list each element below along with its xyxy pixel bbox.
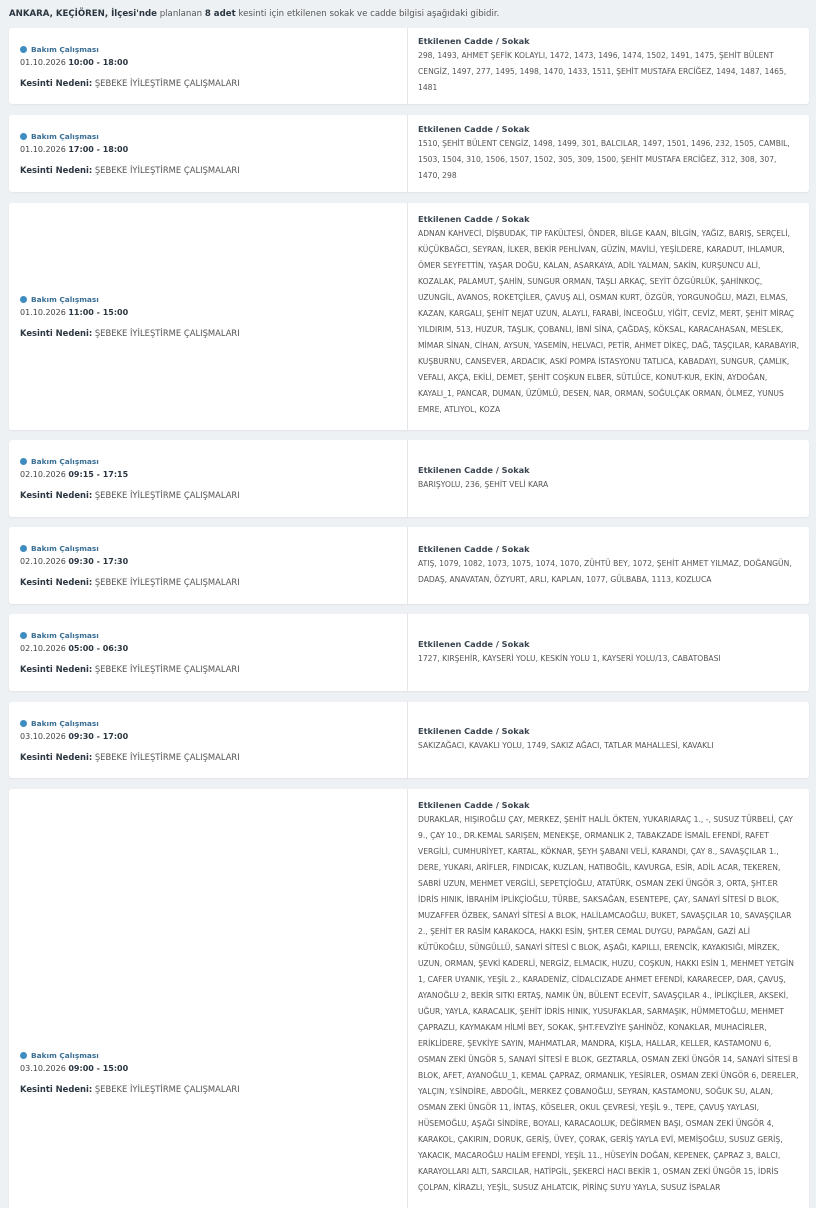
status-dot-icon [20, 296, 27, 303]
reason-label: Kesinti Nedeni: [20, 664, 93, 674]
outage-card [9, 614, 809, 691]
outage-reason [20, 490, 396, 500]
affected-streets-section [408, 203, 809, 430]
affected-streets-list: 1727, KIRŞEHİR, KAYSERİ YOLU, KESKİN YOLU 1, KAYSERİ YOLU/13, CABATOBASI [418, 653, 721, 663]
outage-date: 02.10.2026 [20, 470, 66, 479]
outage-date: 03.10.2026 [20, 731, 66, 741]
outage-time: 09:30 - 17:30 [68, 557, 129, 566]
outage-reason [20, 78, 396, 88]
affected-streets-section [408, 440, 809, 517]
affected-streets-heading: Etkilenen Cadde / Sokak [418, 800, 530, 810]
reason-label: Kesinti Nedeni: [20, 490, 93, 500]
intro-count: 8 adet [204, 9, 236, 19]
outage-datetime [20, 308, 396, 317]
outage-datetime [20, 732, 396, 741]
outage-card [9, 789, 809, 1208]
outage-reason [20, 1084, 396, 1094]
affected-streets-heading: Etkilenen Cadde / Sokak [418, 214, 530, 224]
reason-value: ŞEBEKE İYİLEŞTİRME ÇALIŞMALARI [94, 490, 240, 500]
outage-card [9, 203, 809, 430]
outage-date: 01.10.2026 [20, 145, 66, 154]
outage-card [9, 115, 809, 192]
affected-streets-heading: Etkilenen Cadde / Sokak [418, 543, 530, 554]
outage-type: Bakım Çalışması [31, 631, 99, 640]
intro-text2: kesinti için etkilenen sokak ve cadde bilgisi aşağıdaki gibidir. [235, 9, 500, 19]
affected-streets-list: 298, 1493, AHMET ŞEFİK KOLAYLI, 1472, 1473, 1496, 1474, 1502, 1491, 1475, ŞEHİT BÜLENT CENGİZ, 1497, 277, 1495, 1498, 1470, 1433, 1511, ŞEHİT MUSTAFA ERCİĞEZ, 1494, 1487, 1465, 1481 [418, 51, 787, 92]
affected-streets-list: 1510, ŞEHİT BÜLENT CENGİZ, 1498, 1499, 301, BALCILAR, 1497, 1501, 1496, 232, 1505, CAMBIL, 1503, 1504, 310, 1506, 1507, 1502, 305, 309, 1500, ŞEHİT MUSTAFA ERCİĞEZ, 312, 308, 307, 1470, 298 [418, 138, 790, 180]
outage-info [9, 702, 408, 778]
reason-value: ŞEBEKE İYİLEŞTİRME ÇALIŞMALARI [94, 1084, 240, 1094]
reason-label: Kesinti Nedeni: [20, 165, 93, 175]
intro-location: ANKARA, KEÇİÖREN, İlçesi'nde [9, 9, 157, 19]
affected-streets-heading: Etkilenen Cadde / Sokak [418, 464, 530, 475]
affected-streets-heading: Etkilenen Cadde / Sokak [418, 36, 530, 46]
outage-time: 05:00 - 06:30 [68, 644, 129, 653]
outage-type: Bakım Çalışması [31, 544, 99, 553]
reason-label: Kesinti Nedeni: [20, 77, 93, 88]
outage-type: Bakım Çalışması [31, 44, 99, 54]
outage-datetime [20, 58, 396, 67]
status-dot-icon [20, 46, 27, 53]
outage-info [9, 115, 408, 192]
outage-datetime [20, 644, 396, 653]
affected-streets-list: ATIŞ, 1079, 1082, 1073, 1075, 1074, 1070, ZÜHTÜ BEY, 1072, ŞEHİT AHMET YILMAZ, DOĞANGÜN, DADAŞ, ANAVATAN, ÖZYURT, ARLI, KAPLAN, 1077, GÜLBABA, 1113, KOZLUCA [418, 558, 792, 584]
reason-label: Kesinti Nedeni: [20, 1084, 93, 1094]
reason-value: ŞEBEKE İYİLEŞTİRME ÇALIŞMALARI [94, 165, 240, 175]
affected-streets-list: SAKIZAĞACI, KAVAKLI YOLU, 1749, SAKIZ AĞACI, TATLAR MAHALLESİ, KAVAKLI [418, 741, 714, 750]
affected-streets-section [408, 28, 809, 104]
outage-info [9, 440, 408, 517]
status-dot-icon [20, 632, 27, 639]
outage-datetime [20, 470, 396, 479]
outage-type: Bakım Çalışması [31, 718, 99, 728]
status-dot-icon [20, 720, 27, 727]
outage-card [9, 28, 809, 104]
outage-date: 01.10.2026 [20, 308, 66, 317]
status-dot-icon [20, 1052, 27, 1059]
affected-streets-section [408, 527, 809, 604]
affected-streets-section [408, 115, 809, 192]
outage-type: Bakım Çalışması [31, 295, 99, 304]
intro-text [0, 0, 816, 18]
affected-streets-list: DURAKLAR, HIŞIROĞLU ÇAY, MERKEZ, ŞEHİT HALİL ÖKTEN, YUKARIARAÇ 1., -, SUSUZ TÜRBELİ, ÇAY 9., ÇAY 10., DR.KEMAL SARIŞEN, MENEKŞE, ORMANLIK 2, TABAKZADE İSMAİL EFENDİ, RAFET VERGİLİ, CUMHURİYET, KARTAL, KÖKNAR, ŞEYH ŞABANI VELİ, KARANDI, ÇAY 8., SAVAŞÇILAR 1., DERE, YUKARI, ARİFLER, FINDICAK, KUZLAN, HATIBOĞİL, KAVURGA, ESİR, ADİL ACAR, TEKEREN, SABRİ UZUN, MEHMET VERGİLİ, SEPETÇİOĞLU, ATATÜRK, OSMAN ZEKİ ÜNGÖR 3, ORTA, ŞHT.ER İDRİS HINIK, İBRAHİM İPLİKÇİOĞLU, TÜRBE, SAKSAĞAN, ESENTEPE, ÇAY, SANAYİ SİTESİ D BLOK, MUZAFFER ÖZBEK, SANAYİ SİTESİ A BLOK, HALİLAMCAOĞLU, BUKET, SAVAŞÇILAR 10, SAVAŞÇILAR 2., ŞEHİT ER RASİM KARAKOCA, HAKKI ESİN, ŞHT.ER CEMAL DUYGU, PAPAĞAN, GAZİ ALİ KÜTÜKOĞLU, SÜNGÜLLÜ, SANAYİ SİTESİ C BLOK, AŞAĞI, KAPILLI, ERENCİK, KAYAKISIĞI, MİRZEK, UZUN, ORMAN, ŞEVKİ KADERLİ, NERGİZ, ELMACIK, HUZU, COŞKUN, HAKKI ESİN 1, MEHMET YETGİN 1, CAFER UYANIK, YEŞİL 2., KARADENİZ, CİDALCIZADE AHMET EFENDİ, KARARECEP, DAR, ÇAVUŞ, AYANOĞLU 2, BEKİR SITKI ERTAŞ, NAMIK ÜN, BÜLENT ECEVİT, SAVAŞÇILAR 4., İPLİKÇİLER, AKSEKİ, UĞUR, YAYLA, KARACALIK, ŞEHİT İDRİS HINIK, YUSUFAKLAR, SARMAŞIK, HÜMMETOĞLU, MEHMET ÇAPRAZLI, KAYMAKAM HİLMİ BEY, SOKAK, ŞHT.FEVZİYE ŞAHİNÖZ, KONAKLAR, MUHACİRLER, ERİKLİDERE, ŞEVKİYE SAYIN, MAHMATLAR, MANDRA, KIŞLA, HALLAR, KELLER, KASTAMONU 6, OSMAN ZEKİ ÜNGÖR 5, SANAYİ SİTESİ E BLOK, GEZTARLA, OSMAN ZEKİ ÜNGÖR 14, SANAYİ SİTESİ B BLOK, AFET, AYANOĞLU_1, KEMAL ÇAPRAZ, ORMANLIK, YESİRLER, OSMAN ZEKİ ÜNGÖR 6, DERELER, YALÇIN, Y.SİNDİRE, ABDOĞİL, MERKEZ ÇOBANOĞLU, SEYRAN, KASTAMONU, SOĞUK SU, ALAN, OSMAN ZEKİ ÜNGÖR 11, İNTAŞ, KÖSELER, OKUL ÇEVRESİ, YEŞİL 9., TEPE, ÇAVUŞ YAYLASI, HÜSEMOĞLU, AŞAĞI SİNDİRE, BOYALI, KARACAOLUK, DEĞİRMEN BAŞI, OSMAN ZEKİ ÜNGÖR 4, KARAKOL, ÇAKIRIN, DORUK, GERİŞ, ÜVEY, ÇORAK, GERİŞ YAYLA EVİ, MEMİŞOĞLU, SUSUZ GERİŞ, YAKACIK, MACAROĞLU HALİM EFENDİ, YEŞİL 11., HÜSEYİN DOĞAN, KEPENEK, ÇAPRAZ 3, BALCI, KARAYOLLARI ALTI, SARCILAR, HATİPGİL, ŞEKERCİ HACI BEKİR 1, OSMAN ZEKİ ÜNGÖR 15, İDRİS ÇOLPAN, KİRAZLI, YEŞİL, SUSUZ AHLATCIK, PİRİNÇ SUYU YAYLA, SUSUZ İSPALAR [418, 815, 799, 1192]
reason-value: ŞEBEKE İYİLEŞTİRME ÇALIŞMALARI [94, 77, 240, 88]
reason-value: ŞEBEKE İYİLEŞTİRME ÇALIŞMALARI [94, 577, 240, 587]
outage-card [9, 702, 809, 778]
outage-datetime [20, 1064, 396, 1073]
affected-streets-heading: Etkilenen Cadde / Sokak [418, 638, 530, 649]
reason-label: Kesinti Nedeni: [20, 328, 93, 338]
affected-streets-heading: Etkilenen Cadde / Sokak [418, 123, 530, 134]
outage-time: 10:00 - 18:00 [68, 57, 129, 67]
outage-reason [20, 165, 396, 175]
outage-date: 02.10.2026 [20, 557, 66, 566]
affected-streets-heading: Etkilenen Cadde / Sokak [418, 726, 530, 736]
outage-card [9, 440, 809, 517]
status-dot-icon [20, 458, 27, 465]
outage-type: Bakım Çalışması [31, 132, 99, 141]
affected-streets-section [408, 789, 809, 1208]
outage-datetime [20, 145, 396, 154]
outage-time: 09:30 - 17:00 [68, 731, 129, 741]
reason-value: ŞEBEKE İYİLEŞTİRME ÇALIŞMALARI [94, 751, 240, 762]
outage-info [9, 614, 408, 691]
outage-type: Bakım Çalışması [31, 1051, 99, 1060]
intro-text1: planlanan [156, 9, 205, 19]
outage-date: 03.10.2026 [20, 1064, 66, 1073]
affected-streets-list: BARIŞYOLU, 236, ŞEHİT VELİ KARA [418, 479, 549, 489]
outage-info [9, 527, 408, 604]
affected-streets-list: ADNAN KAHVECİ, DİŞBUDAK, TIP FAKÜLTESİ, ÖNDER, BİLGE KAAN, BİLGİN, YAĞIZ, BARIŞ, SERÇELİ, KÜÇÜKBAĞCI, SEYRAN, İLKER, BEKİR PEHLİVAN, GÜZİN, MAVİLİ, YEŞİLDERE, KARADUT, IHLAMUR, ÖMER SEYFETTİN, YAŞAR DOĞU, KALAN, ASARKAYA, ADİL YALMAN, SAKİN, KURŞUNCU ALİ, KOZALAK, PALAMUT, ŞAHİN, SUNGUR ORMAN, TAŞLI ARKAÇ, SEYİT ÖZGÜRLÜK, ŞAHİNKOÇ, UZUNGİL, AVANOS, ROKETÇİLER, ÇAVUŞ ALİ, OSMAN KURT, ÖZGÜR, YORGUNOĞLU, MAZI, ELMAS, KAZAN, KARGALI, ŞEHİT NEJAT UZUN, ALAYLI, FARABİ, İNCEOĞLU, YİĞİT, CEVİZ, MERT, ŞEHİT MİRAÇ YILDIRIM, 513, HUZUR, TAŞLIK, ÇOBANLI, İBNİ SİNA, ÇAĞDAŞ, KÖKSAL, KARACAHASAN, MESLEK, MİMAR SİNAN, CİHAN, AYSUN, YASEMİN, HELVACI, PETİR, AHMET DİKEÇ, DAĞ, TAŞÇILAR, KARABAYIR, KUŞBURNU, CANSEVER, ARDACIK, ASKİ POMPA İSTASYONU TATLICA, KABADAYI, SUNGUR, ÇAMLIK, VEFALI, AKÇA, EKİLİ, DEMET, ŞEHİT COŞKUN ELBER, SÜTLÜCE, KONUT-KUR, EKİN, AYDOĞAN, KAYALI_1, PANCAR, DUMAN, ÜZÜMLÜ, DESEN, NAR, ORMAN, SOĞULÇAK ORMAN, ÖLMEZ, YUNUS EMRE, ATLIYOL, KOZA [418, 229, 800, 414]
outage-time: 17:00 - 18:00 [68, 145, 129, 154]
outage-info [9, 28, 408, 104]
outage-datetime [20, 557, 396, 566]
outage-date: 01.10.2026 [20, 57, 66, 67]
reason-label: Kesinti Nedeni: [20, 751, 93, 762]
outage-card [9, 527, 809, 604]
outage-reason [20, 752, 396, 762]
outage-time: 11:00 - 15:00 [68, 308, 129, 317]
outage-reason [20, 328, 396, 338]
reason-value: ŞEBEKE İYİLEŞTİRME ÇALIŞMALARI [94, 328, 240, 338]
outage-reason [20, 664, 396, 674]
outage-type: Bakım Çalışması [31, 457, 99, 466]
outage-time: 09:00 - 15:00 [68, 1064, 129, 1073]
affected-streets-section [408, 614, 809, 691]
reason-value: ŞEBEKE İYİLEŞTİRME ÇALIŞMALARI [94, 664, 240, 674]
reason-label: Kesinti Nedeni: [20, 577, 93, 587]
affected-streets-section [408, 702, 809, 778]
outage-reason [20, 577, 396, 587]
outage-info [9, 789, 408, 1208]
outage-date: 02.10.2026 [20, 644, 66, 653]
status-dot-icon [20, 545, 27, 552]
status-dot-icon [20, 133, 27, 140]
outage-info [9, 203, 408, 430]
outage-time: 09:15 - 17:15 [68, 470, 129, 479]
